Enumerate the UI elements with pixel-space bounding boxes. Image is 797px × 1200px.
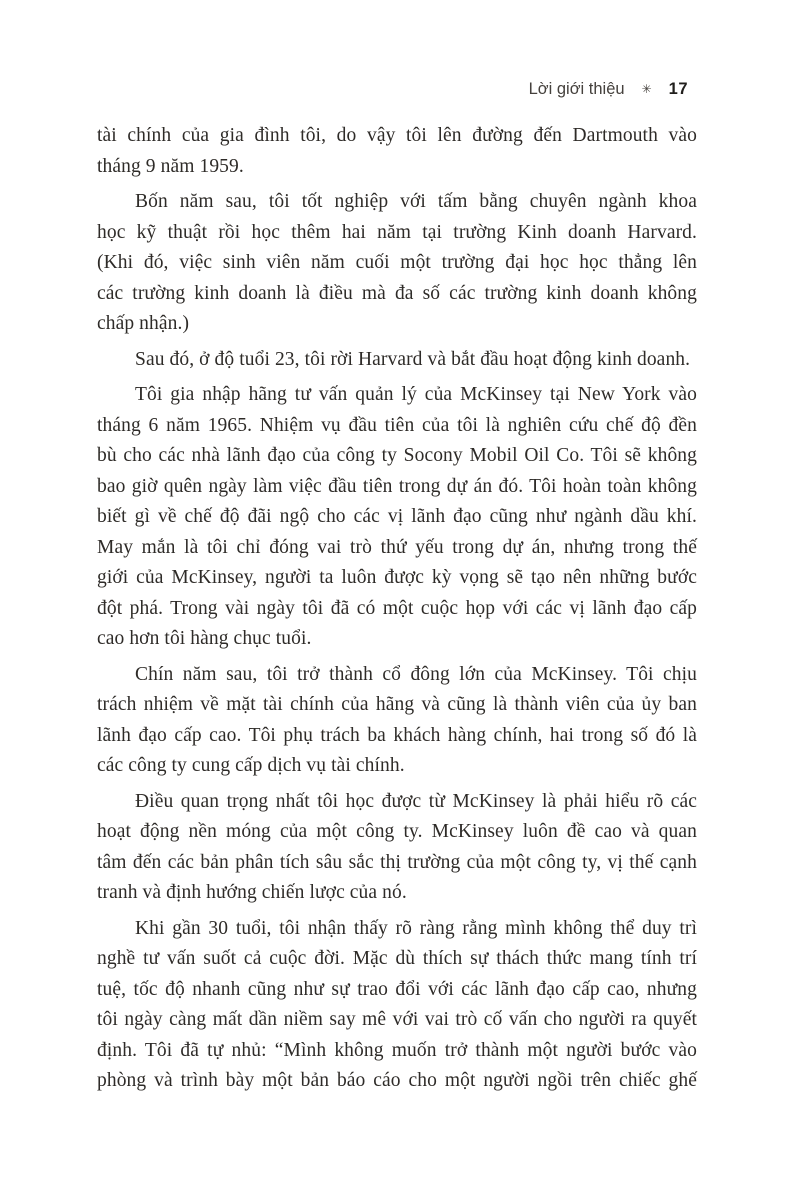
- text-line: lãnh đạo cấp cao. Tôi phụ trách ba khách hàng chính, hai trong số đó là: [97, 724, 697, 746]
- text-line: giới của McKinsey, người ta luôn được kỳ vọng sẽ tạo nên những bước: [97, 567, 697, 588]
- text-line: Sau đó, ở độ tuổi 23, tôi rời Harvard và bắt đầu hoạt động kinh doanh.: [135, 348, 691, 370]
- text-line: Khi gần 30 tuổi, tôi nhận thấy rõ ràng rằng mình không thể duy trì: [135, 917, 697, 939]
- text-line: bù cho các nhà lãnh đạo của công ty Socony Mobil Oil Co. Tôi sẽ không: [97, 445, 697, 466]
- text-line: bao giờ quên ngày làm việc đầu tiên trong dự án đó. Tôi hoàn toàn không: [97, 475, 697, 497]
- text-line: cao hơn tôi hàng chục tuổi.: [97, 628, 312, 649]
- text-line: Chín năm sau, tôi trở thành cổ đông lớn của McKinsey. Tôi chịu: [135, 663, 697, 685]
- paragraph: [97, 660, 697, 782]
- text-line: tháng 6 năm 1965. Nhiệm vụ đầu tiên của tôi là nghiên cứu chế độ đền: [97, 414, 697, 436]
- text-line: Điều quan trọng nhất tôi học được từ McKinsey là phải hiểu rõ các: [135, 790, 697, 812]
- text-line: tranh và định hướng chiến lược của nó.: [97, 882, 407, 903]
- text-line: hoạt động nền móng của một công ty. McKinsey luôn đề cao và quan: [97, 821, 697, 842]
- paragraph: [97, 787, 697, 909]
- text-line: trách nhiệm về mặt tài chính của hãng và cũng là thành viên của ủy ban: [97, 694, 697, 715]
- text-line: học kỹ thuật rồi học thêm hai năm tại trường Kinh doanh Harvard.: [97, 221, 697, 243]
- text-line: Bốn năm sau, tôi tốt nghiệp với tấm bằng chuyên ngành khoa: [135, 191, 697, 212]
- asterisk-icon: ✳: [641, 82, 652, 96]
- text-line: chấp nhận.): [97, 313, 190, 334]
- text-line: đột phá. Trong vài ngày tôi đã có một cuộc họp với các vị lãnh đạo cấp: [97, 597, 697, 619]
- text-line: các công ty cung cấp dịch vụ tài chính.: [97, 755, 405, 776]
- paragraph: [97, 345, 697, 376]
- paragraph: [97, 380, 697, 655]
- text-line: (Khi đó, việc sinh viên năm cuối một trường đại học học thẳng lên: [97, 252, 697, 273]
- text-line: phòng và trình bày một bản báo cáo cho một người ngồi trên chiếc ghế: [97, 1070, 697, 1091]
- text-line: nghề tư vấn suốt cả cuộc đời. Mặc dù thích sự thách thức mang tính trí: [97, 948, 697, 969]
- text-line: các trường kinh doanh là điều mà đa số các trường kinh doanh không: [97, 282, 697, 304]
- section-title: Lời giới thiệu: [528, 80, 625, 98]
- text-line: biết gì về chế độ đãi ngộ cho các vị lãnh đạo cũng như ngành dầu khí.: [97, 506, 697, 527]
- text-line: tâm đến các bản phân tích sâu sắc thị trường của một công ty, vị thế cạnh: [97, 851, 697, 873]
- text-line: tuệ, tốc độ nhanh cũng như sự trao đổi với các lãnh đạo cấp cao, nhưng: [97, 978, 697, 1000]
- body-text: [97, 121, 697, 1097]
- paragraph: [97, 187, 697, 340]
- text-line: tài chính của gia đình tôi, do vậy tôi lên đường đến Dartmouth vào: [97, 125, 697, 146]
- page-number: 17: [668, 80, 688, 98]
- text-line: May mắn là tôi chỉ đóng vai trò thứ yếu trong dự án, nhưng trong thế: [97, 536, 697, 558]
- text-line: Tôi gia nhập hãng tư vấn quản lý của McKinsey tại New York vào: [135, 384, 697, 405]
- text-line: định. Tôi đã tự nhủ: “Mình không muốn trở thành một người bước vào: [97, 1039, 697, 1061]
- running-header: [97, 79, 688, 99]
- text-line: tháng 9 năm 1959.: [97, 155, 244, 177]
- text-line: tôi ngày càng mất dần niềm say mê với vai trò cố vấn cho người ra quyết: [97, 1009, 697, 1030]
- paragraph: [97, 121, 697, 182]
- paragraph: [97, 914, 697, 1097]
